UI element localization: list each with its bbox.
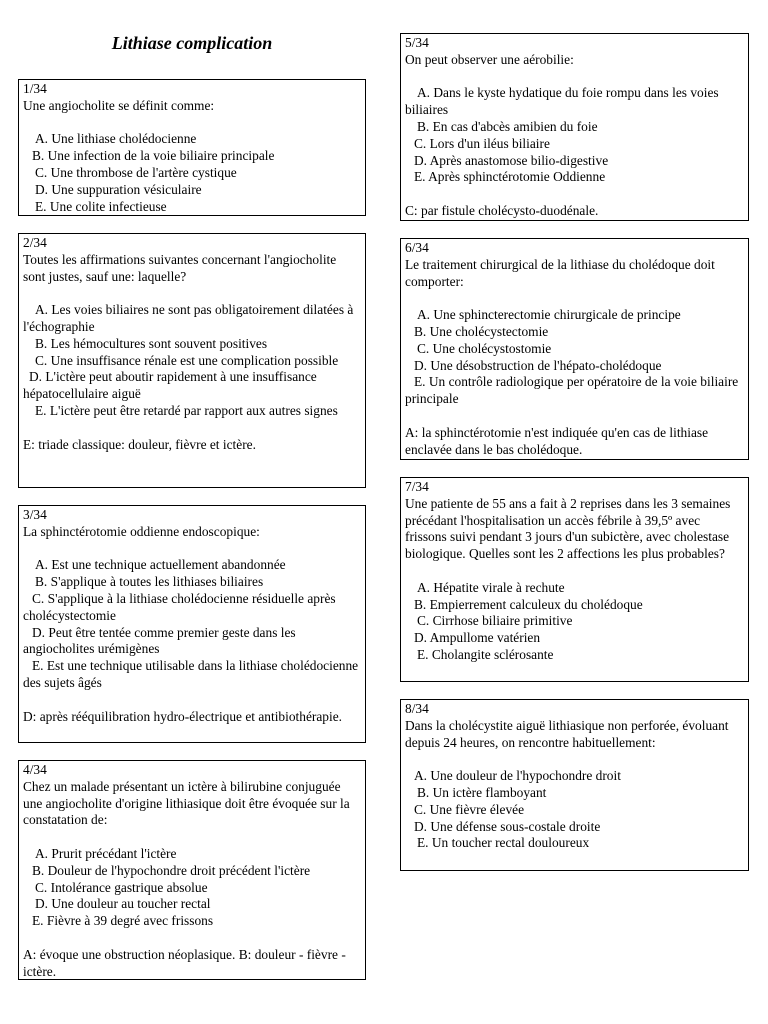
question-number: 6/34 xyxy=(405,240,429,255)
question-card xyxy=(18,233,366,488)
option-c: C. Cirrhose biliaire primitive xyxy=(417,613,573,629)
option-c: C. Une insuffisance rénale est une complication possible xyxy=(35,352,339,368)
option-d: D. Peut être tentée comme premier geste dans les angiocholites urémigènes xyxy=(23,624,296,657)
question-text: On peut observer une aérobilie: xyxy=(405,51,574,67)
question-card xyxy=(400,477,749,682)
question-text: Toutes les affirmations suivantes concernant l'angiocholite sont justes, sauf une: laquelle? xyxy=(23,251,337,284)
question-number: 2/34 xyxy=(23,235,47,250)
option-b: B. Les hémocultures sont souvent positives xyxy=(35,335,268,351)
option-b: B. Une cholécystectomie xyxy=(414,323,549,339)
option-e: E. Cholangite sclérosante xyxy=(417,646,554,662)
answer-note: A: évoque une obstruction néoplasique. B: douleur - fièvre - ictère. xyxy=(23,946,346,979)
option-a: A. Est une technique actuellement abandonnée xyxy=(35,557,286,573)
option-a: A. Une douleur de l'hypochondre droit xyxy=(414,768,621,784)
question-card xyxy=(18,505,366,743)
option-e: E. Est une technique utilisable dans la lithiase cholédocienne des sujets âgés xyxy=(23,658,359,690)
question-number: 7/34 xyxy=(405,479,429,494)
option-c: C. S'applique à la lithiase cholédocienne résiduelle après cholécystectomie xyxy=(23,590,336,623)
option-c: C. Une cholécystostomie xyxy=(417,340,552,356)
question-card xyxy=(18,79,366,216)
option-b: B. Empierrement calculeux du cholédoque xyxy=(414,596,643,612)
question-number: 4/34 xyxy=(23,762,47,777)
option-a: A. Une lithiase cholédocienne xyxy=(35,131,197,147)
question-number: 1/34 xyxy=(23,81,47,96)
question-text: Une patiente de 55 ans a fait à 2 reprises dans les 3 semaines précédant l'hospitalisation un accès fébrile à 39,5º avec frissons suivi pendant 3 jours d'un subictère, avec cholestase biologique. Quelles sont les 2 affections les plus probables? xyxy=(405,495,731,562)
question-number: 3/34 xyxy=(23,507,47,522)
option-c: C. Intolérance gastrique absolue xyxy=(35,879,208,895)
option-d: D. Après anastomose bilio-digestive xyxy=(414,152,609,168)
option-d: D. Une désobstruction de l'hépato-cholédoque xyxy=(414,357,662,373)
page-title: Lithiase complication xyxy=(111,33,273,53)
option-c: C. Une fièvre élevée xyxy=(414,801,525,817)
question-text: Chez un malade présentant un ictère à bilirubine conjuguée une angiocholite d'origine lithiasique doit être évoquée sur la constatation de: xyxy=(23,778,350,828)
question-number: 8/34 xyxy=(405,701,429,716)
option-c: C. Lors d'un iléus biliaire xyxy=(414,135,550,151)
option-b: B. Douleur de l'hypochondre droit précédent l'ictère xyxy=(32,862,311,878)
question-text: Une angiocholite se définit comme: xyxy=(23,97,215,113)
option-d: D. Une défense sous-costale droite xyxy=(414,818,601,834)
answer-note: C: par fistule cholécysto-duodénale. xyxy=(405,202,599,218)
question-card xyxy=(400,699,749,871)
answer-note: E: triade classique: douleur, fièvre et ictère. xyxy=(23,436,256,452)
answer-note: D: après rééquilibration hydro-électrique et antibiothérapie. xyxy=(23,708,343,724)
option-e: E. Après sphinctérotomie Oddienne xyxy=(414,169,606,185)
option-d: D. Une douleur au toucher rectal xyxy=(35,896,211,912)
question-text: Le traitement chirurgical de la lithiase du cholédoque doit comporter: xyxy=(405,256,715,289)
question-card xyxy=(18,760,366,980)
option-b: B. S'applique à toutes les lithiases biliaires xyxy=(35,574,264,590)
option-a: A. Hépatite virale à rechute xyxy=(417,579,565,595)
option-e: E. L'ictère peut être retardé par rapport aux autres signes xyxy=(35,402,338,418)
option-a: A. Prurit précédant l'ictère xyxy=(35,845,177,861)
option-b: B. Une infection de la voie biliaire principale xyxy=(32,148,275,164)
question-card xyxy=(400,238,749,460)
option-a: A. Les voies biliaires ne sont pas obligatoirement dilatées à l'échographie xyxy=(23,302,354,334)
question-number: 5/34 xyxy=(405,35,429,50)
option-d: D. L'ictère peut aboutir rapidement à une insuffisance hépatocellulaire aiguë xyxy=(23,369,317,402)
option-e: E. Un contrôle radiologique per opératoire de la voie biliaire principale xyxy=(405,374,739,407)
option-d: D. Une suppuration vésiculaire xyxy=(35,181,202,197)
question-text: La sphinctérotomie oddienne endoscopique: xyxy=(23,523,260,539)
option-e: E. Une colite infectieuse xyxy=(35,198,167,214)
option-e: E. Fièvre à 39 degré avec frissons xyxy=(32,913,214,929)
question-card xyxy=(400,33,749,221)
answer-note: A: la sphinctérotomie n'est indiquée qu'en cas de lithiase enclavée dans le bas cholédoque. xyxy=(405,424,709,457)
option-d: D. Ampullome vatérien xyxy=(414,630,541,646)
option-a: A. Dans le kyste hydatique du foie rompu dans les voies biliaires xyxy=(405,85,719,118)
option-e: E. Un toucher rectal douloureux xyxy=(417,835,590,851)
option-b: B. Un ictère flamboyant xyxy=(417,784,547,800)
option-a: A. Une sphincterectomie chirurgicale de principe xyxy=(417,307,681,323)
option-b: B. En cas d'abcès amibien du foie xyxy=(417,118,598,134)
question-text: Dans la cholécystite aiguë lithiasique non perforée, évoluant depuis 24 heures, on rencontre habituellement: xyxy=(405,717,729,750)
option-c: C. Une thrombose de l'artère cystique xyxy=(35,164,237,180)
